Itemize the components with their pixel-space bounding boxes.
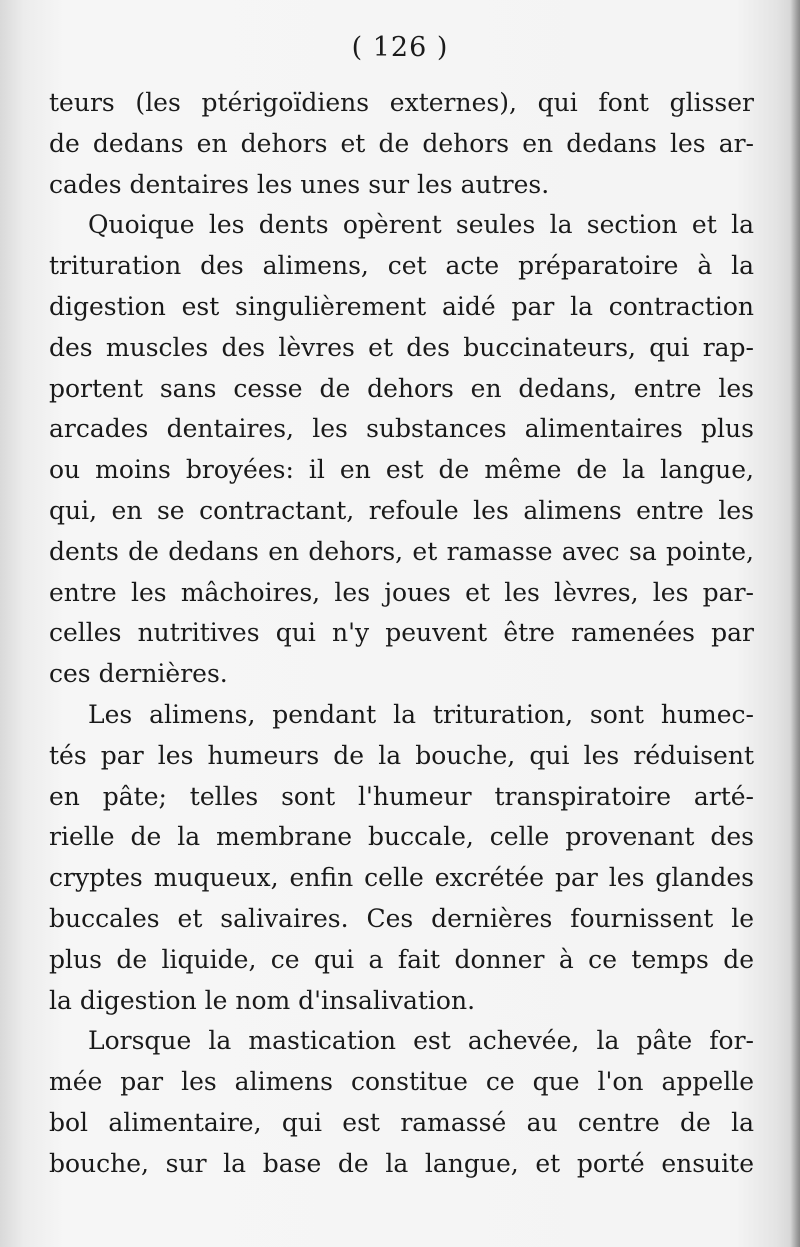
paragraph-start-line: Les alimens, pendant la trituration, sont humec- [88, 699, 754, 729]
text-line: portent sans cesse de dehors en dedans, entre les [49, 373, 754, 403]
text-line: plus de liquide, ce qui a fait donner à ce temps de [49, 944, 754, 974]
text-line: tés par les humeurs de la bouche, qui les réduisent [49, 740, 754, 770]
text-line: trituration des alimens, cet acte préparatoire à la [49, 251, 754, 281]
page-number: ( 126 ) [351, 32, 449, 63]
text-line: teurs (les ptérigoïdiens externes), qui font glisser [49, 88, 754, 117]
paragraph-start-line: Quoique les dents opèrent seules la section et la [88, 210, 754, 240]
text-line: entre les mâchoires, les joues et les lèvres, les par- [49, 577, 754, 607]
text-line: mée par les alimens constitue ce que l'on appelle [49, 1067, 754, 1097]
text-line: buccales et salivaires. Ces dernières fournissent le [49, 903, 754, 933]
text-line: rielle de la membrane buccale, celle provenant des [49, 822, 754, 852]
text-line: bol alimentaire, qui est ramassé au centre de la [49, 1107, 754, 1137]
text-line: celles nutritives qui n'y peuvent être ramenées par [49, 618, 754, 648]
text-line: en pâte; telles sont l'humeur transpiratoire arté- [49, 781, 754, 811]
text-line: ou moins broyées: il en est de même de la langue, [49, 455, 754, 485]
body-text [49, 83, 754, 1185]
text-line: ces dernières. [49, 659, 228, 689]
text-line: arcades dentaires, les substances alimentaires plus [49, 414, 754, 444]
text-line: cades dentaires les unes sur les autres. [49, 169, 550, 199]
paragraph-start-line: Lorsque la mastication est achevée, la pâte for- [88, 1026, 754, 1056]
text-line: digestion est singulièrement aidé par la contraction [49, 291, 754, 321]
text-line: la digestion le nom d'insalivation. [49, 985, 476, 1015]
text-line: des muscles des lèvres et des buccinateurs, qui rap- [49, 332, 754, 362]
text-line: bouche, sur la base de la langue, et porté ensuite [49, 1148, 754, 1178]
text-line: qui, en se contractant, refoule les alimens entre les [49, 495, 754, 525]
text-line: dents de dedans en dehors, et ramasse avec sa pointe, [49, 536, 754, 566]
text-line: de dedans en dehors et de dehors en dedans les ar- [49, 128, 754, 158]
text-line: cryptes muqueux, enfin celle excrétée par les glandes [49, 863, 754, 893]
